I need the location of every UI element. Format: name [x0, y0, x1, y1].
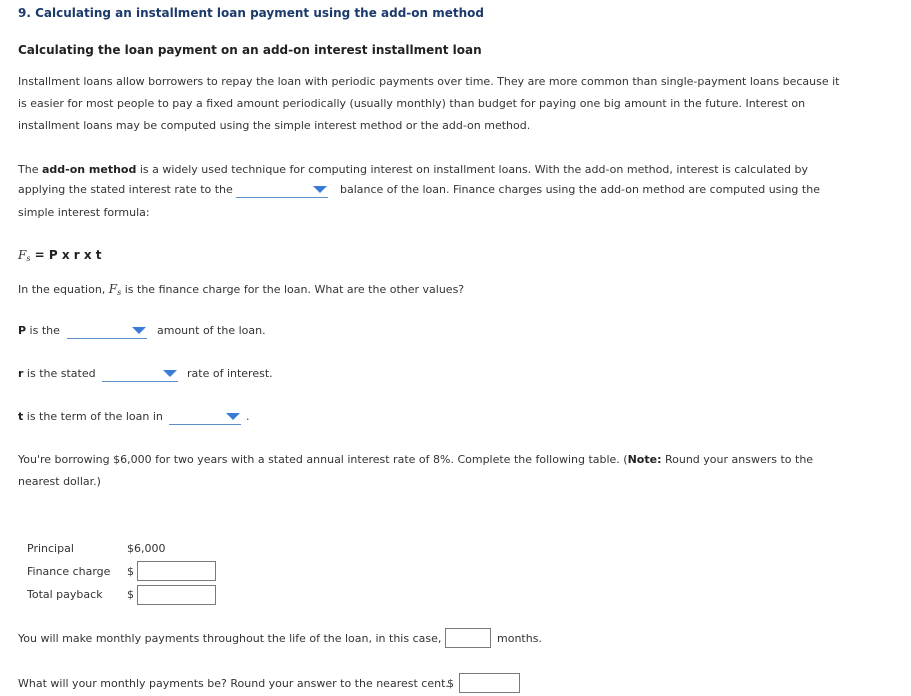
- p-dropdown[interactable]: [67, 324, 147, 339]
- scenario-line-1-post: Round your answers to the: [661, 453, 814, 466]
- question-title: 9. Calculating an installment loan payment using the add-on method: [18, 6, 485, 20]
- chevron-down-icon: [313, 186, 327, 193]
- chevron-down-icon: [132, 327, 146, 334]
- note-label: Note:: [627, 453, 662, 466]
- t-letter: t: [18, 410, 24, 423]
- t-post: .: [246, 410, 250, 423]
- p-letter: P: [18, 324, 27, 337]
- intro-line-2: is easier for most people to pay a fixed amount periodically (usually monthly) than budget for paying one big amount in the future. Interest on: [18, 97, 806, 110]
- addon-line-1-post: is a widely used technique for computing interest on installment loans. With the add-on method, interest is calculated by: [136, 163, 809, 176]
- intro-line-1: Installment loans allow borrowers to repay the loan with periodic payments over time. They are more common than single-payment loans because it: [18, 75, 840, 88]
- equation-question-post: is the finance charge for the loan. What are the other values?: [121, 283, 465, 296]
- t-pre: is the term of the loan in: [23, 410, 163, 423]
- principal-value: $6,000: [127, 542, 166, 555]
- r-variable-label: [18, 367, 96, 380]
- total-payback-currency: $: [127, 588, 134, 601]
- addon-method-term: add-on method: [41, 163, 137, 176]
- total-payback-label: Total payback: [27, 588, 103, 601]
- formula: [18, 248, 102, 263]
- chevron-down-icon: [163, 370, 177, 377]
- principal-label: Principal: [27, 542, 74, 555]
- chevron-down-icon: [226, 413, 240, 420]
- payment-question: What will your monthly payments be? Round your answer to the nearest cent.: [18, 677, 449, 690]
- total-payback-input[interactable]: [137, 585, 216, 605]
- finance-charge-currency: $: [127, 565, 134, 578]
- payment-currency: $: [447, 677, 454, 690]
- finance-charge-input[interactable]: [137, 561, 216, 581]
- t-variable-label: [18, 410, 163, 423]
- p-variable-label: [18, 324, 60, 337]
- intro-line-3: installment loans may be computed using the simple interest method or the add-on method.: [18, 119, 531, 132]
- addon-line-1: [18, 163, 808, 176]
- scenario-line-2: nearest dollar.): [18, 475, 101, 488]
- r-dropdown[interactable]: [102, 367, 178, 382]
- section-title: Calculating the loan payment on an add-on interest installment loan: [18, 43, 482, 57]
- months-input[interactable]: [445, 628, 491, 648]
- monthly-payment-input[interactable]: [459, 673, 520, 693]
- r-pre: is the stated: [23, 367, 96, 380]
- addon-line-2-post: balance of the loan. Finance charges using the add-on method are computed using the: [340, 183, 820, 196]
- t-dropdown[interactable]: [169, 410, 241, 425]
- addon-line-1-pre: The: [18, 163, 42, 176]
- monthly-post: months.: [497, 632, 542, 645]
- scenario-line-1: [18, 453, 813, 466]
- addon-line-3: simple interest formula:: [18, 206, 150, 219]
- equation-f-symbol: F: [108, 282, 118, 296]
- formula-f-subscript: s: [26, 254, 31, 263]
- equation-question-pre: In the equation,: [18, 283, 109, 296]
- formula-f-symbol: F: [18, 248, 27, 262]
- p-post: amount of the loan.: [157, 324, 266, 337]
- addon-line-2-pre: applying the stated interest rate to the: [18, 183, 233, 196]
- p-pre: is the: [26, 324, 60, 337]
- r-letter: r: [18, 367, 24, 380]
- monthly-pre: You will make monthly payments throughout the life of the loan, in this case,: [18, 632, 442, 645]
- equation-question: [18, 282, 464, 297]
- scenario-line-1-pre: You're borrowing $6,000 for two years with a stated annual interest rate of 8%. Complete the following table. (: [18, 453, 628, 466]
- formula-rest: = P x r x t: [30, 248, 102, 262]
- r-post: rate of interest.: [187, 367, 273, 380]
- finance-charge-label: Finance charge: [27, 565, 111, 578]
- balance-dropdown[interactable]: [236, 183, 328, 198]
- equation-f-subscript: s: [117, 288, 122, 297]
